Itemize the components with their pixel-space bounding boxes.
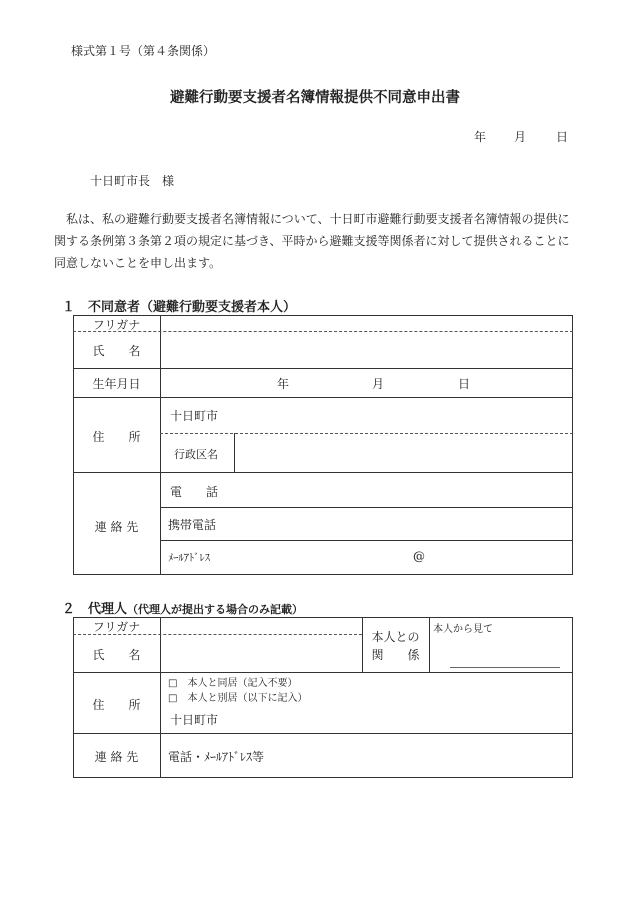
date-year[interactable]: 年	[474, 130, 487, 144]
page-title: 避難行動要支援者名簿情報提供不同意申出書	[170, 90, 460, 106]
date-month[interactable]: 月	[514, 130, 527, 144]
s1-birthdate-label: 生年月日	[92, 377, 141, 391]
s1-city: 十日町市	[170, 409, 219, 423]
s1-address-label: 住 所	[92, 430, 141, 444]
s2-option-separate[interactable]: □ 本人と別居（以下に記入）	[168, 693, 308, 704]
body-text: 私は、私の避難行動要支援者名簿情報について、十日町市避難行動要支援者名簿情報の提供に関する条例第３条第２項の規定に基づき、平時から避難支援等関係者に対して提供されることに同意しないことを申し出ます。	[54, 212, 570, 270]
s2-relation-field[interactable]	[450, 667, 560, 668]
s1-furigana-label: フリガナ	[92, 318, 141, 332]
s1-district-label: 行政区名	[174, 448, 218, 461]
s1-birth-year[interactable]: 年	[277, 377, 290, 391]
s2-furigana-label: フリガナ	[92, 620, 141, 634]
s2-relation-hint: 本人から見て	[433, 624, 493, 635]
s1-name-field[interactable]	[162, 333, 571, 367]
s2-contact-label: 連 絡 先	[94, 750, 139, 764]
s2-contact-hint[interactable]: 電話・ﾒｰﾙｱﾄﾞﾚｽ等	[168, 750, 265, 764]
s2-relation-label-1: 本人との	[371, 630, 420, 644]
s1-contact-label: 連 絡 先	[94, 520, 139, 534]
s2-heading-text: ２ 代理人	[62, 602, 128, 617]
s1-furigana-field[interactable]	[162, 316, 571, 330]
s1-email-label: ﾒｰﾙｱﾄﾞﾚｽ	[168, 552, 210, 564]
date-day[interactable]: 日	[556, 130, 569, 144]
addressee: 十日町市長 様	[90, 174, 175, 188]
s2-option-same[interactable]: □ 本人と同居（記入不要）	[168, 678, 298, 689]
section2-heading	[62, 598, 303, 617]
s1-name-label: 氏 名	[92, 344, 141, 358]
s1-mobile-label: 携帯電話	[168, 518, 217, 532]
form-number: 様式第１号（第４条関係）	[71, 44, 216, 58]
s1-birth-month[interactable]: 月	[372, 377, 385, 391]
section1-heading: １ 不同意者（避難行動要支援者本人）	[62, 300, 297, 315]
s2-address-label: 住 所	[92, 698, 141, 712]
s1-birth-day[interactable]: 日	[458, 377, 471, 391]
s2-furigana-field[interactable]	[162, 618, 360, 633]
s2-city: 十日町市	[170, 713, 219, 727]
s1-district-field[interactable]	[236, 435, 571, 471]
s2-relation-label-2: 関 係	[371, 648, 420, 662]
s1-phone-label: 電 話	[170, 485, 219, 499]
s2-name-field[interactable]	[162, 636, 360, 671]
s2-name-label: 氏 名	[92, 648, 141, 662]
s2-heading-note: （代理人が提出する場合のみ記載）	[127, 603, 304, 616]
s1-email-at: @	[413, 549, 425, 563]
